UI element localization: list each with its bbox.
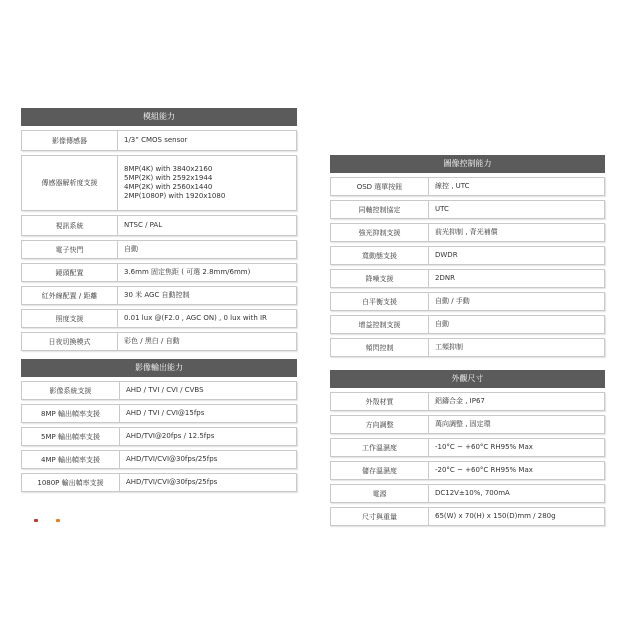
spec-row (330, 415, 605, 434)
spec-label: 鏡頭配置 (22, 264, 118, 281)
spec-row (21, 427, 297, 446)
spec-label: 電源 (331, 485, 429, 502)
spec-value: 萬向調整 , 固定環 (435, 420, 491, 428)
spec-row (21, 332, 297, 351)
spec-value: UTC (435, 205, 449, 213)
video-output-section (21, 359, 297, 496)
spec-label: 4MP 輸出幀率支援 (22, 451, 120, 468)
spec-label: 降噪支援 (331, 270, 429, 287)
spec-row (330, 292, 605, 311)
spec-label: 1080P 輸出幀率支援 (22, 474, 120, 491)
orange-mark-icon (56, 519, 60, 522)
spec-label: 寬動態支援 (331, 247, 429, 264)
spec-row (21, 240, 297, 259)
spec-value: AHD / TVI / CVI / CVBS (126, 386, 204, 394)
spec-row (330, 461, 605, 480)
spec-row (21, 309, 297, 328)
spec-label: 視訊系統 (22, 216, 118, 235)
spec-value: 65(W) x 70(H) x 150(D)mm / 280g (435, 512, 556, 520)
spec-value: -10°C ~ +60°C RH95% Max (435, 443, 533, 451)
spec-value: -20°C ~ +60°C RH95% Max (435, 466, 533, 474)
spec-row (21, 450, 297, 469)
spec-label: 方向調整 (331, 416, 429, 433)
spec-label: 照度支援 (22, 310, 118, 327)
spec-label: 儲存溫濕度 (331, 462, 429, 479)
spec-value: 8MP(4K) with 3840x2160 5MP(2K) with 2592x1944 4MP(2K) with 2560x1440 2MP(1080P) with 1920x1080 (124, 165, 226, 200)
spec-row (330, 269, 605, 288)
spec-label: 影像傳感器 (22, 131, 118, 150)
spec-row (330, 315, 605, 334)
spec-label: 強光抑制支援 (331, 224, 429, 241)
spec-value: 彩色 / 黑白 / 自動 (124, 337, 180, 345)
spec-value: 2DNR (435, 274, 455, 282)
spec-row (330, 438, 605, 457)
image-control-header: 圖像控制能力 (330, 155, 605, 173)
spec-label: 同軸控制協定 (331, 201, 429, 218)
spec-row (21, 286, 297, 305)
spec-label: 5MP 輸出幀率支援 (22, 428, 120, 445)
spec-value: 0.01 lux @(F2.0 , AGC ON) , 0 lux with IR (124, 314, 267, 322)
spec-row (330, 507, 605, 526)
spec-row (330, 177, 605, 196)
spec-row (21, 473, 297, 492)
spec-label: 8MP 輸出幀率支援 (22, 405, 120, 422)
spec-value: DC12V±10%, 700mA (435, 489, 510, 497)
spec-row (21, 263, 297, 282)
spec-label: 工作溫濕度 (331, 439, 429, 456)
spec-label: 電子快門 (22, 241, 118, 258)
spec-row (330, 338, 605, 357)
spec-label: 尺寸與重量 (331, 508, 429, 525)
spec-value: AHD/TVI@20fps / 12.5fps (126, 432, 215, 440)
spec-label: 白平衡支援 (331, 293, 429, 310)
spec-value: 工頻抑制 (435, 343, 463, 351)
spec-row (330, 246, 605, 265)
spec-value: 3.6mm 固定焦距 ( 可選 2.8mm/6mm) (124, 268, 251, 276)
spec-label: 紅外線配置 / 距離 (22, 287, 118, 304)
spec-value: 30 米 AGC 自動控制 (124, 291, 190, 299)
spec-row (330, 223, 605, 242)
spec-row (330, 392, 605, 411)
spec-row (21, 381, 297, 400)
spec-value: 自動 (124, 245, 138, 253)
video-output-header: 影像輸出能力 (21, 359, 297, 377)
spec-value: 線控 , UTC (435, 182, 470, 190)
spec-value: 前光抑制 , 背光補償 (435, 228, 498, 236)
spec-value: NTSC / PAL (124, 221, 163, 229)
module-capability-section (21, 108, 297, 355)
spec-label: 頻閃控制 (331, 339, 429, 356)
spec-row (21, 215, 297, 236)
decorative-marks (34, 519, 64, 523)
spec-value: 自動 / 手動 (435, 297, 470, 305)
spec-label: OSD 選單按鈕 (331, 178, 429, 195)
spec-label: 傳感器解析度支援 (22, 156, 118, 210)
spec-row (21, 155, 297, 211)
spec-row (330, 200, 605, 219)
red-mark-icon (34, 519, 38, 522)
spec-row (330, 484, 605, 503)
module-capability-header: 模組能力 (21, 108, 297, 126)
image-control-section (330, 155, 605, 361)
spec-value: AHD/TVI/CVI@30fps/25fps (126, 478, 218, 486)
spec-label: 影像系統支援 (22, 382, 120, 399)
spec-label: 外殼材質 (331, 393, 429, 410)
spec-label: 增益控制支援 (331, 316, 429, 333)
spec-value: 1/3” CMOS sensor (124, 136, 188, 144)
spec-row (21, 130, 297, 151)
spec-value: 鋁鑄合金 , IP67 (435, 397, 485, 405)
spec-row (21, 404, 297, 423)
appearance-header: 外觀尺寸 (330, 370, 605, 388)
spec-value: AHD/TVI/CVI@30fps/25fps (126, 455, 218, 463)
appearance-section (330, 370, 605, 530)
spec-label: 日夜切換模式 (22, 333, 118, 350)
spec-value: DWDR (435, 251, 458, 259)
spec-value: AHD / TVI / CVI@15fps (126, 409, 205, 417)
spec-value: 自動 (435, 320, 449, 328)
